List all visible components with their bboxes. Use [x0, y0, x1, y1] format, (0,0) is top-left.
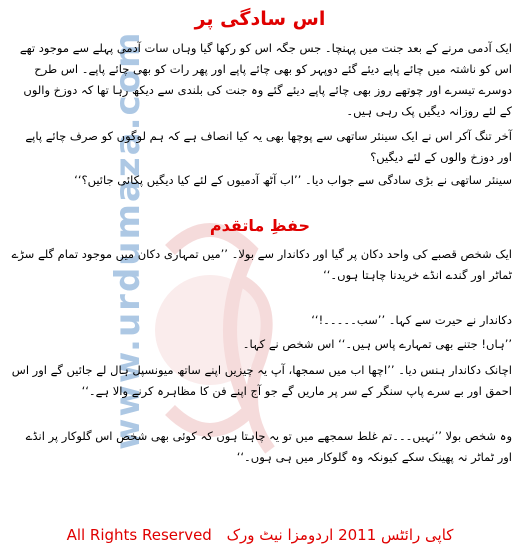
story-title: اس سادگی پر	[194, 8, 326, 30]
story-subtitle: حفظِ ماتقدم	[209, 216, 311, 235]
footer	[0, 524, 520, 546]
paragraph-2: آخر تنگ آکر اس نے ایک سینئر ساتھی سے پوچھا بھی یہ کیا انصاف ہے کہ ہم لوگوں کو صرف چائے پاپے اور دوزخ والوں کے لئے دیگیں؟	[25, 129, 512, 164]
paragraph-1: ایک آدمی مرنے کے بعد جنت میں پہنچا۔ جس جگہ اس کو رکھا گیا وہاں سات آدمی پہلے سے موجود تھے اس کو ناشتہ میں چائے پاپے دیئے گئے دوپہر کو بھی چائے پاپے اور پھر رات کو بھی چائے پاپے۔ اس طرح دوسرے تیسرے اور چوتھے روز بھی چائے پاپے دیئے گئے وہ جنت کی بلندی سے دیکھ رہا تھا کہ دوزخ والوں کے لئے روزانہ دیگیں پک رہی ہیں۔	[19, 41, 512, 118]
footer-urdu: کاپی رائٹس 2011 اردومزا نیٹ ورک	[226, 526, 454, 544]
paragraph-5: دکاندار نے حیرت سے کہا۔ ’’سب۔۔۔۔۔!‘‘	[311, 313, 512, 327]
paragraph-8: وہ شخص بولا ’’نہیں۔۔۔تم غلط سمجھے میں تو یہ چاہتا ہوں کہ کوئی بھی شخص اس گلوکار پر انڈے اور ٹماٹر نہ پھینک سکے کیونکہ وہ گلوکار میں ہی ہوں۔‘‘	[25, 429, 512, 464]
paragraph-4: ایک شخص قصبے کی واحد دکان پر گیا اور دکاندار سے بولا۔ ’’میں تمہاری دکان میں موجود تمام گلے سڑے ٹماٹر اور گندے انڈے خریدنا چاہتا ہوں۔‘‘	[11, 247, 512, 282]
paragraph-6: ’’ہاں! جتنے بھی تمہارے پاس ہیں۔‘‘ اس شخص نے کہا۔	[242, 337, 512, 351]
footer-english: All Rights Reserved	[66, 526, 212, 544]
paragraph-3: سینئر ساتھی نے بڑی سادگی سے جواب دیا۔ ’’اب آٹھ آدمیوں کے لئے کیا دیگیں پکائی جائیں؟‘‘	[74, 173, 512, 187]
paragraph-7: اچانک دکاندار ہنس دیا۔ ’’اچھا اب میں سمجھا، آپ یہ چیزیں اپنے ساتھ میونسپل ہال لے جائیں گے اور اس احمق اور بے سرے پاپ سنگر کے سر پر ماریں گے جو آج اپنے فن کا مظاہرہ کرنے والا ہے۔‘‘	[11, 363, 512, 398]
watermark-url: www.urdumaza.com	[108, 30, 148, 450]
